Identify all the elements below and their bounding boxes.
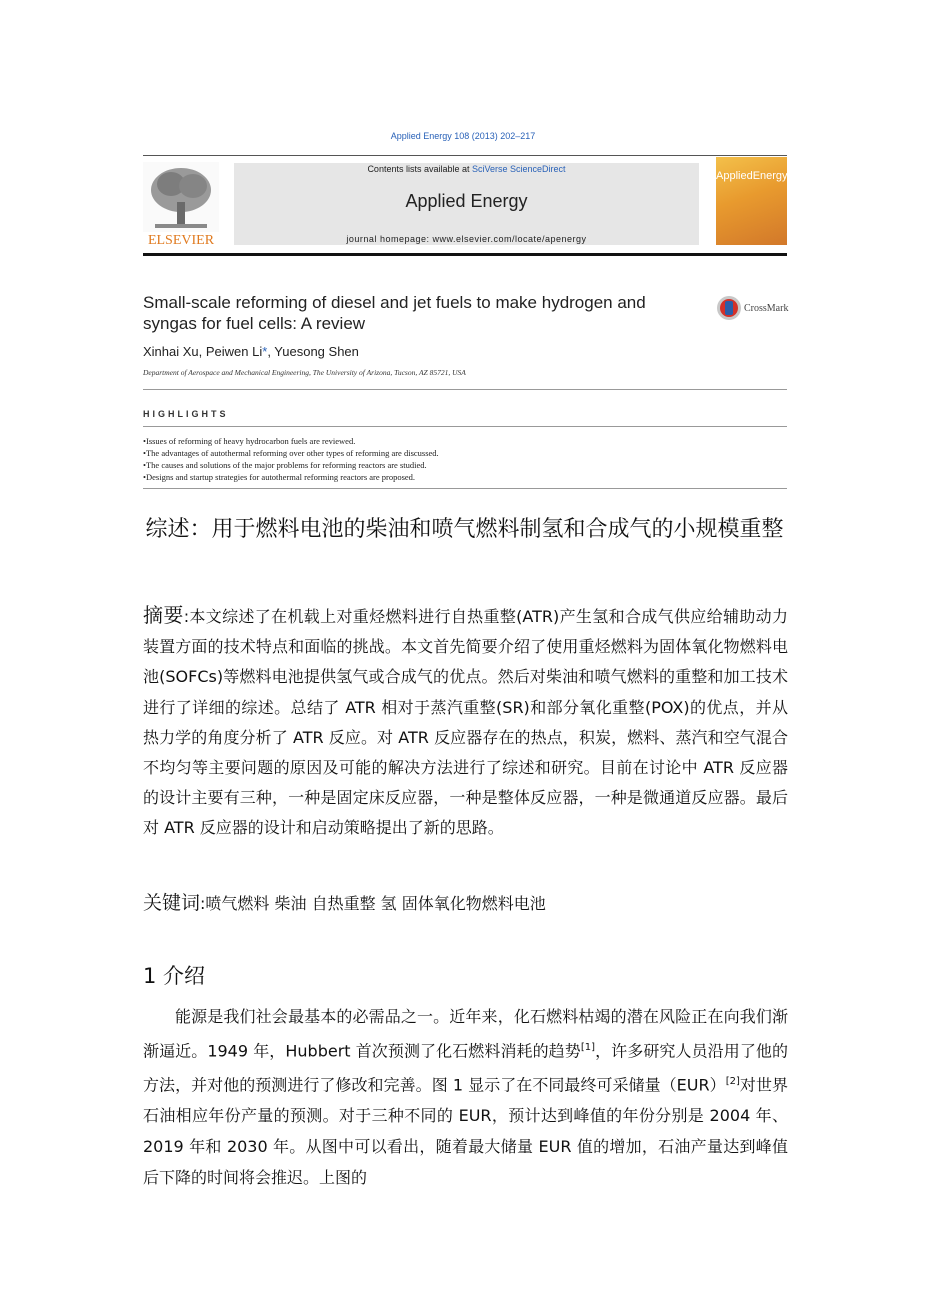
contents-prefix: Contents lists available at — [367, 164, 472, 174]
keywords-label: 关键词 — [143, 892, 201, 914]
cover-title: AppliedEnergy — [716, 170, 788, 182]
highlights-bottom-rule — [143, 488, 787, 489]
intro-text-3: 对世界石油相应年份产量的预测。对于三种不同的 EUR，预计达到峰值的年份分别是 2004 年、2019 年和 2030 年。从图中可以看出，随着最大储量 EUR 值的增加，石油产量达到峰值后下降的时间将会推迟。上图的 — [143, 1075, 788, 1187]
homepage-link[interactable]: www.elsevier.com/locate/apenergy — [432, 234, 587, 244]
authors-tail: , Yuesong Shen — [267, 344, 359, 359]
highlights-list — [143, 435, 787, 483]
author-list — [143, 344, 359, 359]
reference-1[interactable]: [1] — [580, 1041, 596, 1053]
highlights-heading: HIGHLIGHTS — [143, 409, 229, 419]
journal-citation[interactable]: Applied Energy 108 (2013) 202–217 — [390, 131, 536, 141]
abstract-label: 摘要 — [143, 603, 184, 627]
sciencedirect-link[interactable]: SciVerse ScienceDirect — [472, 164, 566, 174]
homepage-prefix: journal homepage: — [346, 234, 433, 244]
journal-homepage — [234, 234, 699, 244]
article-title: Small-scale reforming of diesel and jet fuels to make hydrogen and syngas for fuel cells: A review — [143, 293, 646, 333]
journal-name: Applied Energy — [405, 191, 528, 211]
authors-lead: Xinhai Xu, Peiwen Li — [143, 344, 263, 359]
highlight-item: • The advantages of autothermal reforming over other types of reforming are discussed. — [143, 447, 787, 459]
abstract-text: :本文综述了在机载上对重烃燃料进行自热重整(ATR)产生氢和合成气供应给辅助动力装置方面的技术特点和面临的挑战。本文首先简要介绍了使用重烃燃料为固体氧化物燃料电池(SOFCs)等燃料电池提供氢气或合成气的优点。然后对柴油和喷气燃料的重整和加工技术进行了详细的综述。总结了 ATR 相对于蒸汽重整(SR)和部分氧化重整(POX)的优点，并从热力学的角度分析了 ATR 反应。对 ATR 反应器存在的热点，积炭，燃料、蒸汽和空气混合不均匀等主要问题的原因及可能的解决方法进行了综述和研究。目前在讨论中 ATR 反应器的设计主要有三种，一种是固定床反应器，一种是整体反应器，一种是微通道反应器。最后对 ATR 反应器的设计和启动策略提出了新的思路。 — [143, 607, 788, 838]
keywords-text: :喷气燃料 柴油 自热重整 氢 固体氧化物燃料电池 — [200, 894, 546, 913]
highlight-item: • Designs and startup strategies for autothermal reforming reactors are proposed. — [143, 471, 787, 483]
intro-text-1: 能源是我们社会最基本的必需品之一。近年来，化石燃料枯竭的潜在风险正在向我们渐渐逼近。1949 年，Hubbert 首次预测了化石燃料消耗的趋势 — [143, 1007, 788, 1061]
section-heading: 1 介绍 — [143, 964, 206, 988]
abstract-paragraph — [143, 600, 788, 844]
contents-line — [234, 164, 699, 174]
header-thick-rule — [143, 253, 787, 256]
publisher-name: ELSEVIER — [147, 233, 215, 248]
reference-2[interactable]: [2] — [725, 1075, 740, 1087]
corresponding-author-mark[interactable]: * — [262, 344, 268, 359]
header-rule — [143, 155, 787, 156]
keywords-line — [143, 888, 788, 919]
crossmark-label[interactable]: CrossMark — [744, 303, 789, 314]
highlight-item: • Issues of reforming of heavy hydrocarbon fuels are reviewed. — [143, 435, 787, 447]
translated-title: 综述：用于燃料电池的柴油和喷气燃料制氢和合成气的小规模重整 — [145, 517, 784, 542]
affiliation-rule — [143, 389, 787, 390]
intro-text-2: ，许多研究人员沿用了他的方法，并对他的预测进行了修改和完善。图 1 显示了在不同最终可采储量（EUR） — [143, 1041, 788, 1095]
intro-paragraph — [143, 1002, 788, 1193]
highlight-item: • The causes and solutions of the major problems for reforming reactors are studied. — [143, 459, 787, 471]
author-affiliation: Department of Aerospace and Mechanical Engineering, The University of Arizona, Tucson, AZ 85721, USA — [143, 368, 466, 377]
highlights-rule — [143, 426, 787, 427]
